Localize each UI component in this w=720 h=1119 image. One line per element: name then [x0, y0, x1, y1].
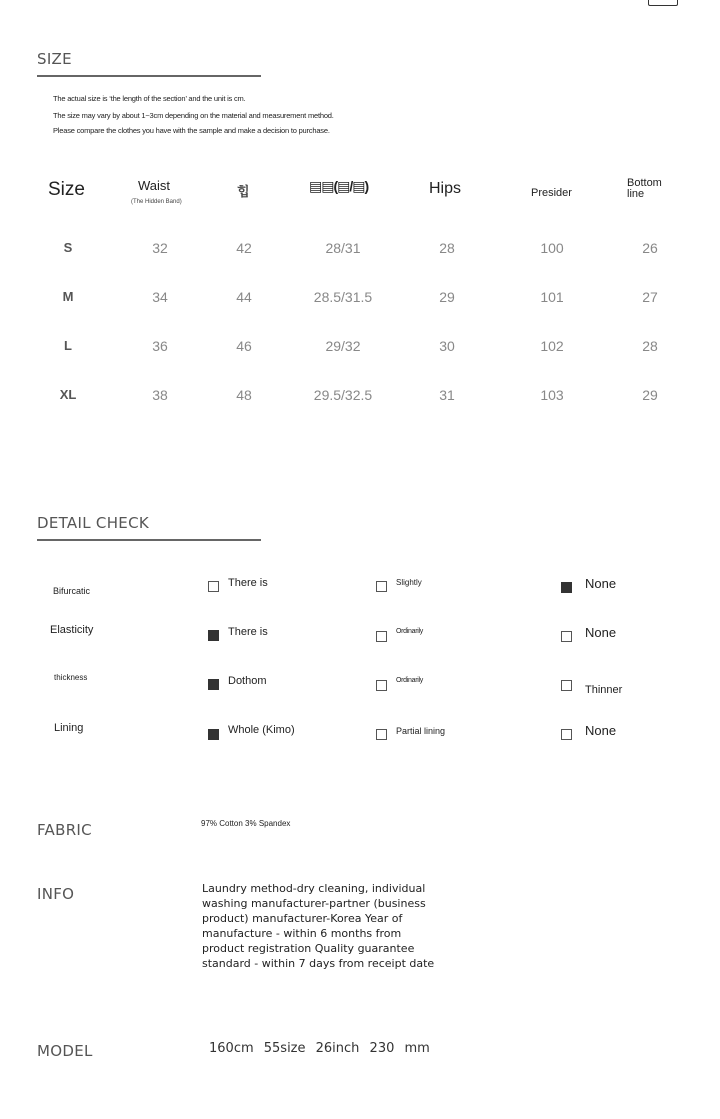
- option-text: Whole (Kimo): [228, 724, 295, 736]
- option-text: There is: [228, 626, 268, 638]
- detail-label: Elasticity: [50, 624, 94, 636]
- checkbox[interactable]: [376, 729, 387, 740]
- detail-section-rule: [37, 539, 261, 541]
- header-waist-sub: (The Hidden Band): [131, 199, 182, 205]
- option-text: Ordinarily: [396, 677, 423, 684]
- info-title: INFO: [37, 885, 75, 903]
- header-bottom-line: Bottom line: [627, 177, 662, 200]
- cell-hip: 42: [236, 240, 252, 256]
- model-title: MODEL: [37, 1042, 93, 1060]
- detail-label: Bifurcatic: [53, 586, 91, 596]
- cell-col6: 101: [540, 289, 564, 305]
- detail-option[interactable]: [376, 577, 422, 592]
- checkbox[interactable]: [561, 729, 572, 740]
- size-label: L: [64, 338, 72, 353]
- size-section-rule: [37, 75, 261, 77]
- cell-waist: 36: [152, 338, 168, 354]
- detail-option[interactable]: [561, 627, 616, 642]
- cell-hips: 28: [439, 240, 455, 256]
- cell-thigh: 29/32: [325, 338, 361, 354]
- size-label: S: [63, 240, 73, 255]
- cell-col6: 102: [540, 338, 564, 354]
- checkbox-checked[interactable]: [208, 679, 219, 690]
- cell-col6: 103: [540, 387, 564, 403]
- model-value: 160cm 55size 26inch 230 mm: [209, 1041, 430, 1056]
- checkbox[interactable]: [376, 581, 387, 592]
- header-thigh-garbled: ▤▤(▤/▤): [309, 178, 369, 194]
- detail-option[interactable]: [208, 675, 267, 690]
- checkbox-checked[interactable]: [208, 729, 219, 740]
- cell-bottom: 29: [642, 387, 658, 403]
- option-text: None: [585, 576, 617, 591]
- detail-option[interactable]: [561, 578, 616, 593]
- corner-frame: [648, 0, 678, 6]
- size-note: The size may vary by about 1~3cm depending on the material and measurement method.: [53, 111, 334, 120]
- info-value: Laundry method-dry cleaning, individual washing manufacturer-partner (business product) manufacturer-Korea Year of manufacture - within 6 months from product registration Quality guarantee standard - within 7 days from receipt date: [202, 882, 435, 970]
- cell-hip: 46: [236, 338, 252, 354]
- detail-option[interactable]: [208, 577, 268, 592]
- detail-option[interactable]: [376, 626, 423, 642]
- size-label: XL: [59, 387, 77, 402]
- checkbox[interactable]: [208, 581, 219, 592]
- checkbox[interactable]: [376, 631, 387, 642]
- cell-col6: 100: [540, 240, 564, 256]
- fabric-value: 97% Cotton 3% Spandex: [201, 819, 291, 828]
- option-text: Slightly: [396, 578, 422, 587]
- header-hip-korean: 힙: [237, 184, 250, 199]
- checkbox[interactable]: [561, 680, 572, 691]
- detail-label: Lining: [54, 722, 84, 734]
- detail-option[interactable]: [376, 724, 445, 740]
- header-col6: Presider: [531, 187, 572, 199]
- header-waist: Waist: [138, 178, 171, 193]
- option-text: Partial lining: [396, 726, 446, 736]
- option-text: Ordinarily: [396, 628, 423, 635]
- detail-section-title: DETAIL CHECK: [37, 514, 149, 532]
- cell-hip: 48: [236, 387, 252, 403]
- header-hips: Hips: [429, 180, 462, 197]
- detail-option[interactable]: [561, 677, 623, 696]
- cell-thigh: 28.5/31.5: [313, 289, 373, 305]
- size-note: Please compare the clothes you have with the sample and make a decision to purchase.: [53, 126, 330, 135]
- detail-option[interactable]: [561, 725, 616, 740]
- option-text: None: [585, 625, 617, 640]
- cell-waist: 38: [152, 387, 168, 403]
- size-note: The actual size is ‘the length of the section’ and the unit is cm.: [53, 94, 246, 103]
- cell-hips: 30: [439, 338, 455, 354]
- fabric-title: FABRIC: [37, 821, 92, 839]
- cell-waist: 32: [152, 240, 168, 256]
- option-text: There is: [228, 577, 268, 589]
- cell-hip: 44: [236, 289, 252, 305]
- detail-option[interactable]: [208, 626, 268, 641]
- detail-label: thickness: [54, 673, 88, 682]
- option-text: Dothom: [228, 675, 267, 687]
- cell-hips: 31: [439, 387, 455, 403]
- detail-option[interactable]: [208, 724, 295, 740]
- checkbox[interactable]: [561, 631, 572, 642]
- cell-thigh: 29.5/32.5: [313, 387, 373, 403]
- cell-thigh: 28/31: [325, 240, 361, 256]
- option-text: None: [585, 723, 617, 738]
- option-text: Thinner: [585, 684, 623, 696]
- checkbox-checked[interactable]: [208, 630, 219, 641]
- cell-hips: 29: [439, 289, 455, 305]
- size-section-title: SIZE: [37, 50, 72, 68]
- detail-option[interactable]: [376, 675, 423, 691]
- cell-waist: 34: [152, 289, 168, 305]
- header-size: Size: [48, 179, 85, 200]
- cell-bottom: 27: [642, 289, 658, 305]
- cell-bottom: 26: [642, 240, 658, 256]
- cell-bottom: 28: [642, 338, 658, 354]
- checkbox[interactable]: [376, 680, 387, 691]
- size-label: M: [62, 289, 74, 304]
- checkbox-checked[interactable]: [561, 582, 572, 593]
